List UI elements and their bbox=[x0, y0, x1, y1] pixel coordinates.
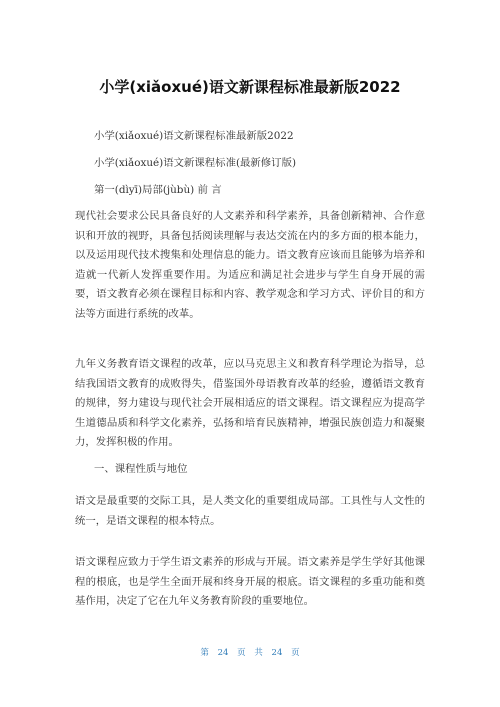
paragraph-1-text: 现代社会要求公民具备良好的人文素养和科学素养，具备创新精神、合作意识和开放的视野，具备包括阅读理解与表达交流在内的多方面的根本能力，以及运用现代技术搜集和处理信息的能力。语文教育应该而且能够为培养和造就一代新人发挥重要作用。为适应和满足社会进步与学生自身开展的需要，语文教育必须在课程目标和内容、教学观念和学习方式、评价目的和方法等方面进行系统的改革。 bbox=[75, 210, 425, 320]
paragraph-3-text: 语文是最重要的交际工具，是人类文化的重要组成局部。工具性与人文性的统一，是语文课程的根本特点。 bbox=[75, 495, 425, 527]
page-number-footer: 第 24 页 共 24 页 bbox=[200, 648, 300, 658]
section-preface-heading: 第一(dìyī)局部(jùbù) 前 言 bbox=[94, 184, 222, 196]
subtitle-line-2: 小学(xiǎoxué)语文新课程标准(最新修订版) bbox=[94, 157, 297, 169]
paragraph-4 bbox=[75, 553, 425, 612]
document-title: 小学(xiǎoxué)语文新课程标准最新版2022 bbox=[99, 78, 401, 96]
subtitle-line-1: 小学(xiǎoxué)语文新课程标准最新版2022 bbox=[94, 130, 294, 142]
paragraph-2-text: 九年义务教育语文课程的改革，应以马克思主义和教育科学理论为指导，总结我国语文教育的成败得失，借鉴国外母语教育改革的经验，遵循语文教育的规律，努力建设与现代社会开展相适应的语文课程。语文课程应为提高学生道德品质和科学文化素养，弘扬和培育民族精神，增强民族创造力和凝聚力，发挥积极的作用。 bbox=[75, 358, 425, 448]
paragraph-4-text: 语文课程应致力于学生语文素养的形成与开展。语文素养是学生学好其他课程的根底，也是学生全面开展和终身开展的根底。语文课程的多重功能和奠基作用，决定了它在九年义务教育阶段的重要地位。 bbox=[75, 556, 425, 607]
section-heading-1: 一、课程性质与地位 bbox=[94, 463, 188, 475]
paragraph-2 bbox=[75, 355, 425, 453]
paragraph-3 bbox=[75, 492, 425, 531]
paragraph-1 bbox=[75, 207, 425, 324]
